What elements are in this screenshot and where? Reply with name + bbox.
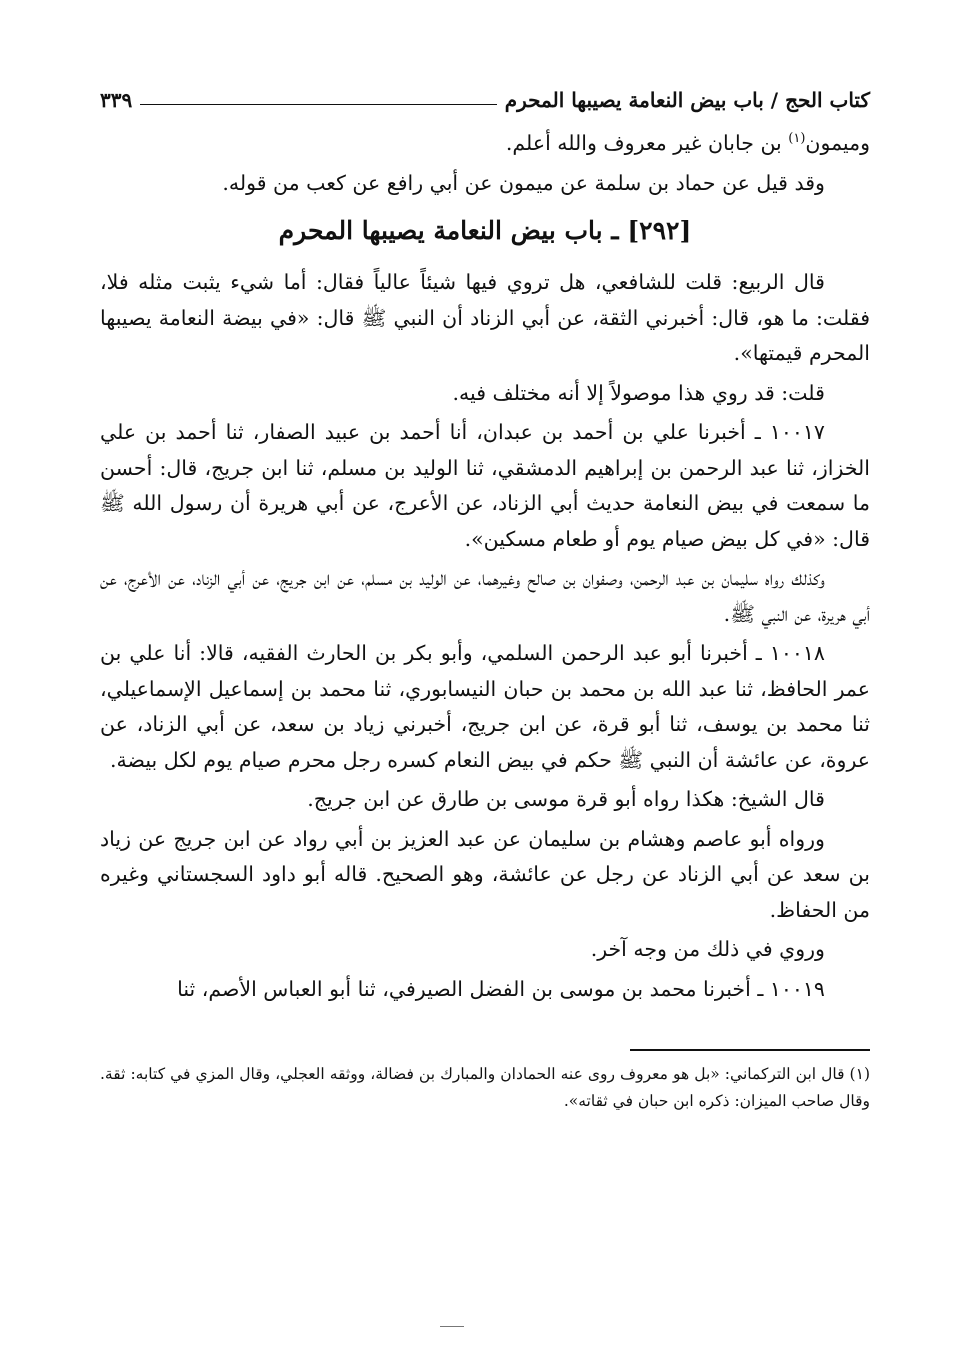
paragraph: وكذلك رواه سليمان بن عبد الرحمن، وصفوان بن صالح وغيرهما، عن الوليد بن مسلم، عن ابن جريج، عن أبي الزناد، عن الأعرج، عن أبي هريرة، عن النبي ﷺ. [100, 566, 870, 626]
paragraph: وروي في ذلك من وجه آخر. [590, 937, 825, 961]
paragraph: قلت: قد روي هذا موصولاً إلا أنه مختلف فيه. [452, 380, 825, 405]
hadith-paragraph: ١٠٠١٨ ـ أخبرنا أبو عبد الرحمن السلمي، وأبو بكر بن الحارث الفقيه، قالا: أنا علي بن عمر الحافظ، ثنا عبد الله بن محمد بن حبان النيسابوري، ثنا محمد بن إسماعيل الإسماعيلي، ثنا محمد بن يوسف، ثنا أبو قرة، عن ابن جريج، أخبرني زياد بن سعد، عن أبي الزناد، عن عروة، عن عائشة أن النبي ﷺ حكم في بيض النعام كسره رجل محرم صيام يوم لكل بيضة. [100, 641, 870, 772]
chapter-heading: [٢٩٢] ـ باب بيض النعامة يصيبها المحرم [278, 216, 692, 245]
paragraph [100, 126, 870, 162]
footnote-separator [630, 1049, 870, 1051]
running-header [100, 80, 870, 112]
paragraph: ورواه أبو عاصم وهشام بن سليمان عن عبد العزيز بن أبي رواد عن ابن جريج عن زياد بن سعد عن أبي الزناد عن رجل عن عائشة، وهو الصحيح. قاله أبو داود السجستاني وغيره من الحفاظ. [100, 826, 870, 922]
footnotes [100, 1061, 870, 1115]
paragraph-text: وميمون [805, 131, 870, 155]
hadith-paragraph: ١٠٠١٩ ـ أخبرنا محمد بن موسى بن الفضل الصيرفي، ثنا أبو العباس الأصم، ثنا [177, 976, 825, 1001]
book-page [100, 80, 870, 1360]
running-header-title: كتاب الحج / باب بيض النعامة يصيبها المحرم [504, 88, 870, 112]
paragraph: وقد قيل عن حماد بن سلمة عن ميمون عن أبي رافع عن كعب من قوله. [222, 170, 825, 195]
paragraph: قال الربيع: قلت للشافعي، هل تروي فيها شيئاً عالياً فقال: أما شيء يثبت مثله فلا، فقلت: ما هو، قال: أخبرني الثقة، عن أبي الزناد أن النبي ﷺ قال: «في بيضة النعامة يصيبها المحرم قيمتها». [100, 270, 870, 365]
bottom-dash [440, 1326, 464, 1327]
main-text [100, 126, 870, 1007]
footnote: (١) قال ابن التركماني: «بل هو معروف روى عنه الحمادان والمبارك بن فضالة، ووثقه العجلي، وقال المزي في كتابه: ثقة. وقال صاحب الميزان: ذكره ابن حبان في ثقاته». [100, 1065, 870, 1110]
page-number: ٣٣٩ [100, 88, 133, 112]
hadith-paragraph: ١٠٠١٧ ـ أخبرنا علي بن أحمد بن عبدان، أنا أحمد بن عبيد الصفار، ثنا أحمد بن علي الخزاز، ثنا عبد الرحمن بن إبراهيم الدمشقي، ثنا الوليد بن مسلم، ثنا ابن جريج، قال: أحسن ما سمعت في بيض النعامة حديث أبي الزناد، عن الأعرج، عن أبي هريرة أن رسول الله ﷺ قال: «في كل بيض صيام يوم أو طعام مسكين». [100, 420, 870, 551]
footnote-reference: (١) [788, 131, 806, 147]
paragraph-text: بن جابان غير معروف والله أعلم. [505, 131, 789, 155]
header-rule [140, 104, 496, 105]
paragraph: قال الشيخ: هكذا رواه أبو قرة موسى بن طارق عن ابن جريج. [307, 787, 825, 811]
